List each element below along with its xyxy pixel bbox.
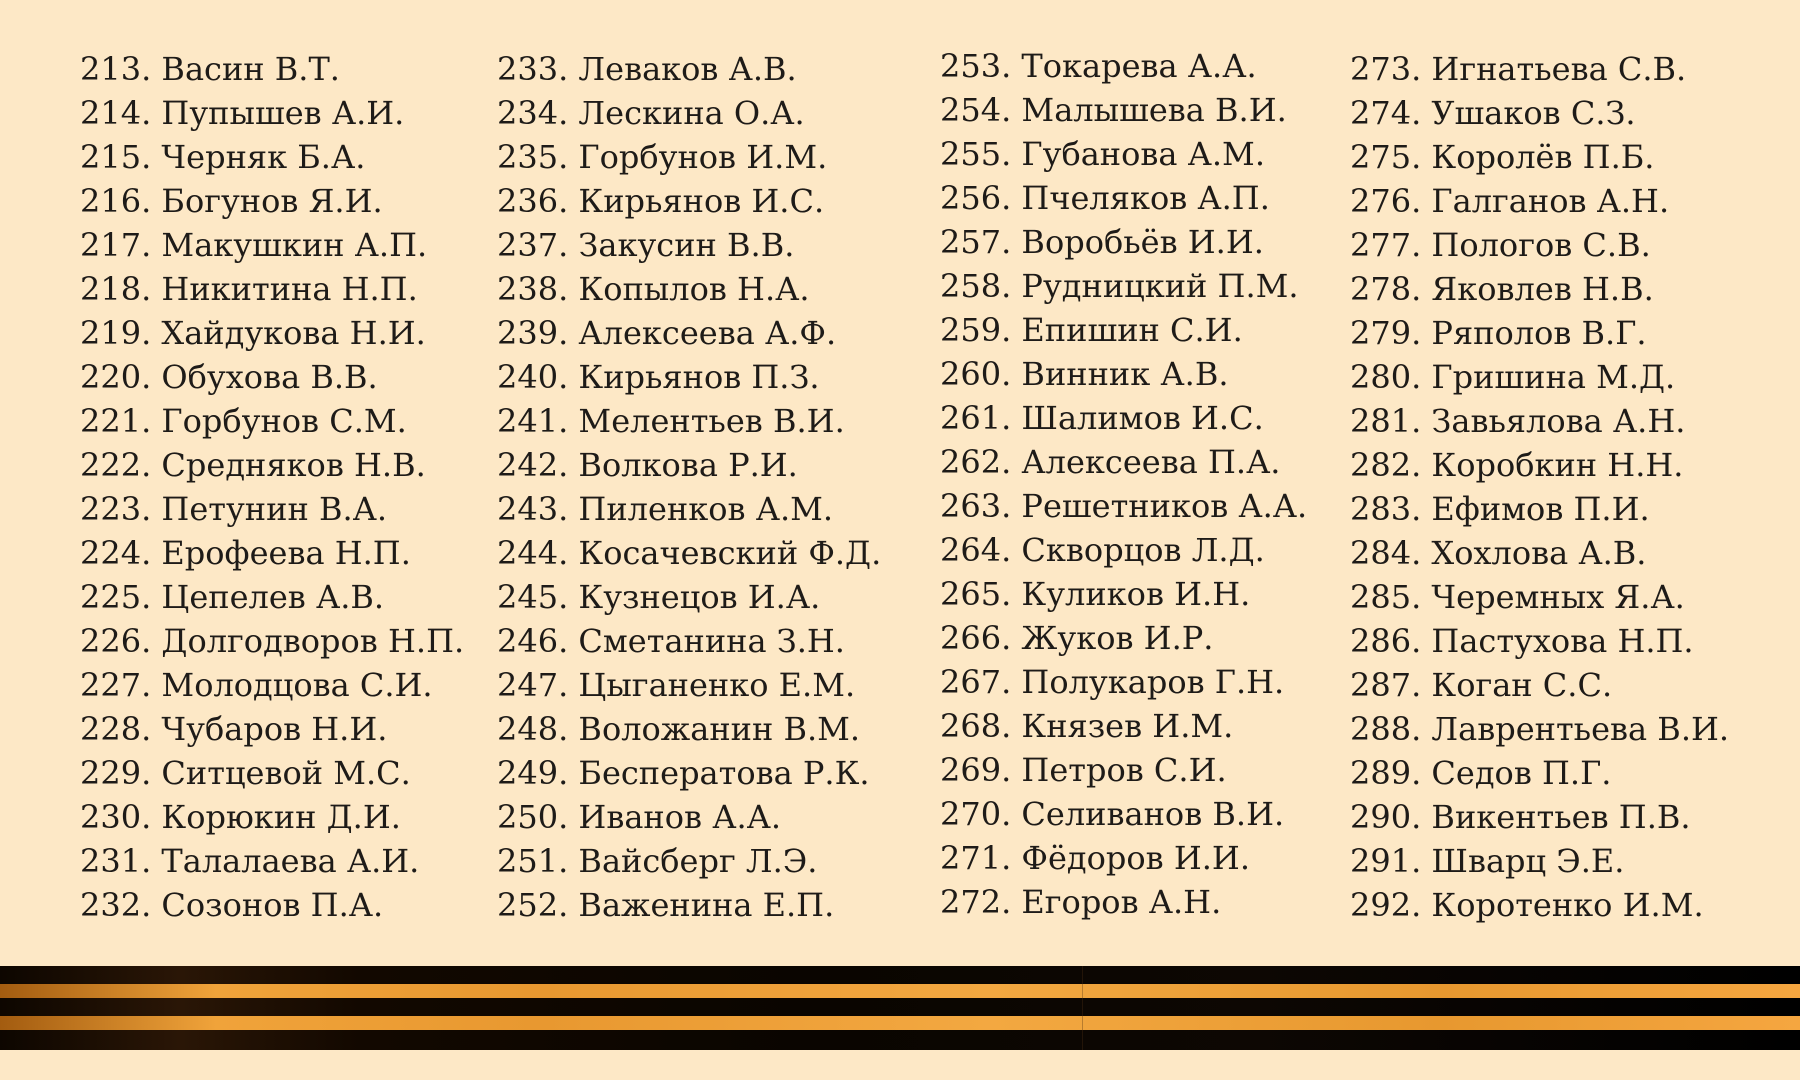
name-entry: 220. Обухова В.В. (80, 358, 378, 396)
name-entry: 260. Винник А.В. (940, 355, 1229, 393)
name-entry: 242. Волкова Р.И. (497, 446, 798, 484)
name-entry: 280. Гришина М.Д. (1350, 358, 1676, 396)
name-entry: 247. Цыганенко Е.М. (497, 666, 856, 704)
name-entry: 214. Пупышев А.И. (80, 94, 405, 132)
name-entry: 268. Князев И.М. (940, 707, 1234, 745)
name-entry: 237. Закусин В.В. (497, 226, 795, 264)
name-entry: 281. Завьялова А.Н. (1350, 402, 1686, 440)
name-entry: 252. Важенина Е.П. (497, 886, 835, 924)
name-entry: 258. Рудницкий П.М. (940, 267, 1299, 305)
name-entry: 282. Коробкин Н.Н. (1350, 446, 1684, 484)
ribbon-stripe (0, 1030, 1800, 1050)
name-entry: 286. Пастухова Н.П. (1350, 622, 1694, 660)
name-entry: 261. Шалимов И.С. (940, 399, 1264, 437)
name-entry: 236. Кирьянов И.С. (497, 182, 825, 220)
name-entry: 269. Петров С.И. (940, 751, 1227, 789)
name-entry: 257. Воробьёв И.И. (940, 223, 1264, 261)
name-entry: 249. Бесператова Р.К. (497, 754, 870, 792)
name-entry: 246. Сметанина З.Н. (497, 622, 845, 660)
name-entry: 265. Куликов И.Н. (940, 575, 1251, 613)
name-entry: 224. Ерофеева Н.П. (80, 534, 411, 572)
name-entry: 255. Губанова А.М. (940, 135, 1265, 173)
name-entry: 222. Средняков Н.В. (80, 446, 426, 484)
name-entry: 279. Ряполов В.Г. (1350, 314, 1647, 352)
name-entry: 221. Горбунов С.М. (80, 402, 407, 440)
name-entry: 271. Фёдоров И.И. (940, 839, 1250, 877)
name-entry: 229. Ситцевой М.С. (80, 754, 411, 792)
name-entry: 238. Копылов Н.А. (497, 270, 810, 308)
name-entry: 241. Мелентьев В.И. (497, 402, 845, 440)
name-entry: 263. Решетников А.А. (940, 487, 1308, 525)
name-entry: 245. Кузнецов И.А. (497, 578, 821, 616)
name-entry: 278. Яковлев Н.В. (1350, 270, 1654, 308)
name-entry: 256. Пчеляков А.П. (940, 179, 1270, 217)
name-entry: 226. Долгодворов Н.П. (80, 622, 465, 660)
name-entry: 253. Токарева А.А. (940, 47, 1257, 85)
name-entry: 225. Цепелев А.В. (80, 578, 385, 616)
name-entry: 287. Коган С.С. (1350, 666, 1613, 704)
name-entry: 216. Богунов Я.И. (80, 182, 383, 220)
name-entry: 270. Селиванов В.И. (940, 795, 1285, 833)
name-entry: 290. Викентьев П.В. (1350, 798, 1691, 836)
name-entry: 215. Черняк Б.А. (80, 138, 366, 176)
name-entry: 250. Иванов А.А. (497, 798, 782, 836)
name-entry: 223. Петунин В.А. (80, 490, 388, 528)
name-entry: 267. Полукаров Г.Н. (940, 663, 1285, 701)
name-entry: 289. Седов П.Г. (1350, 754, 1612, 792)
name-entry: 219. Хайдукова Н.И. (80, 314, 426, 352)
name-entry: 266. Жуков И.Р. (940, 619, 1214, 657)
name-entry: 227. Молодцова С.И. (80, 666, 433, 704)
name-entry: 233. Леваков А.В. (497, 50, 797, 88)
names-column-2 (497, 47, 881, 927)
name-entry: 235. Горбунов И.М. (497, 138, 828, 176)
ribbon-stripe (0, 984, 1800, 998)
name-entry: 243. Пиленков А.М. (497, 490, 834, 528)
name-entry: 234. Лескина О.А. (497, 94, 805, 132)
name-entry: 239. Алексеева А.Ф. (497, 314, 837, 352)
name-entry: 273. Игнатьева С.В. (1350, 50, 1687, 88)
name-entry: 251. Вайсберг Л.Э. (497, 842, 818, 880)
name-entry: 283. Ефимов П.И. (1350, 490, 1650, 528)
name-entry: 259. Епишин С.И. (940, 311, 1243, 349)
name-entry: 292. Коротенко И.М. (1350, 886, 1704, 924)
name-entry: 244. Косачевский Ф.Д. (497, 534, 882, 572)
name-entry: 218. Никитина Н.П. (80, 270, 418, 308)
ribbon-stripe (0, 966, 1800, 984)
name-entry: 228. Чубаров Н.И. (80, 710, 388, 748)
name-entry: 291. Шварц Э.Е. (1350, 842, 1625, 880)
name-entry: 272. Егоров А.Н. (940, 883, 1222, 921)
st-george-ribbon-icon (0, 966, 1800, 1050)
name-entry: 217. Макушкин А.П. (80, 226, 428, 264)
name-entry: 275. Королёв П.Б. (1350, 138, 1655, 176)
name-entry: 232. Созонов П.А. (80, 886, 384, 924)
ribbon-stripe (0, 998, 1800, 1016)
name-entry: 277. Пологов С.В. (1350, 226, 1651, 264)
ribbon-stripe (0, 1016, 1800, 1030)
name-entry: 262. Алексеева П.А. (940, 443, 1281, 481)
name-entry: 264. Скворцов Л.Д. (940, 531, 1265, 569)
name-entry: 288. Лаврентьева В.И. (1350, 710, 1730, 748)
names-column-4 (1350, 47, 1729, 927)
name-entry: 240. Кирьянов П.З. (497, 358, 820, 396)
name-entry: 254. Малышева В.И. (940, 91, 1287, 129)
name-entry: 284. Хохлова А.В. (1350, 534, 1647, 572)
name-entry: 213. Васин В.Т. (80, 50, 340, 88)
name-entry: 231. Талалаева А.И. (80, 842, 420, 880)
name-entry: 274. Ушаков С.З. (1350, 94, 1636, 132)
names-column-3 (940, 44, 1307, 924)
name-entry: 285. Черемных Я.А. (1350, 578, 1685, 616)
name-entry: 248. Воложанин В.М. (497, 710, 861, 748)
names-column-1 (80, 47, 464, 927)
name-entry: 230. Корюкин Д.И. (80, 798, 401, 836)
name-entry: 276. Галганов А.Н. (1350, 182, 1670, 220)
